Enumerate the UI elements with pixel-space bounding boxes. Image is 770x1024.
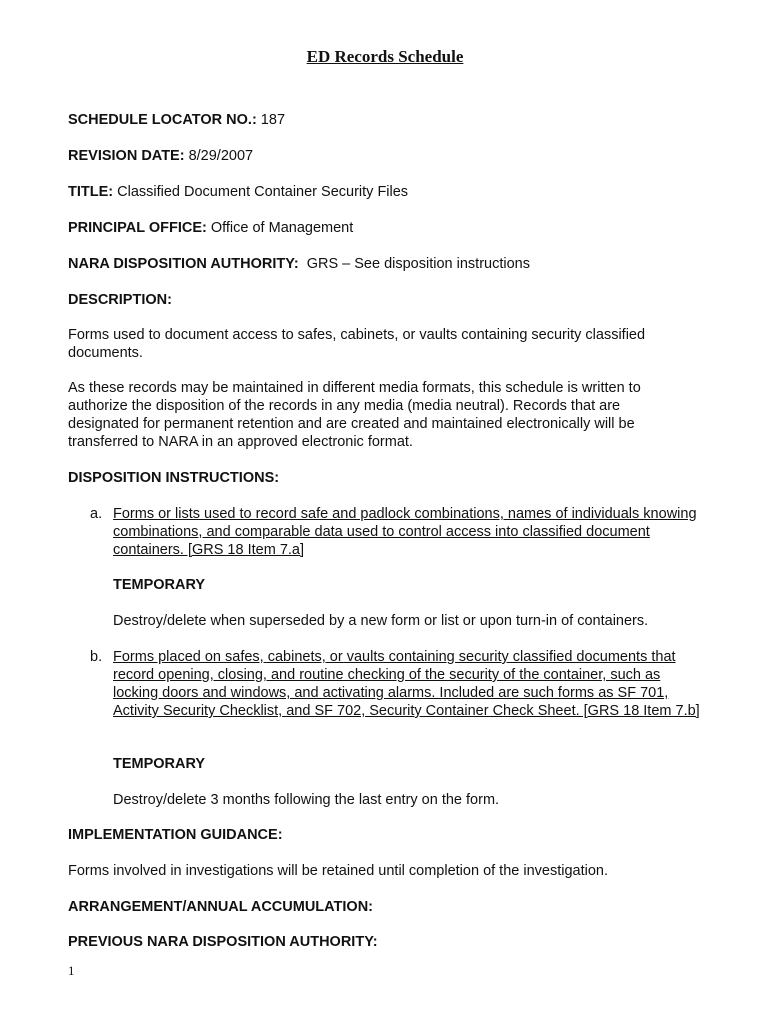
schedule-locator-value: 187 [256, 112, 286, 128]
principal-office-value: Office of Management [206, 220, 354, 236]
document-title: ED Records Schedule [306, 47, 464, 66]
principal-office-label: PRINCIPAL OFFICE: [68, 220, 207, 236]
description-heading: DESCRIPTION: [68, 292, 172, 308]
item-b-marker: b. [90, 649, 103, 665]
disposition-heading: DISPOSITION INSTRUCTIONS: [68, 470, 280, 486]
item-a-status: TEMPORARY [113, 577, 206, 593]
principal-office-field [68, 219, 353, 237]
nara-authority-field [68, 255, 530, 273]
revision-date-value: 8/29/2007 [184, 148, 254, 164]
item-a-description: Forms or lists used to record safe and padlock combinations, names of individuals knowing combinations, and comparable data used to control access into classified document containers. [GRS 18 Item 7.a] [113, 506, 697, 558]
item-a-instruction: Destroy/delete when superseded by a new form or list or upon turn-in of containers. [113, 613, 649, 629]
arrangement-heading: ARRANGEMENT/ANNUAL ACCUMULATION: [68, 899, 374, 915]
title-value: Classified Document Container Security Files [113, 184, 409, 200]
item-b-instruction: Destroy/delete 3 months following the last entry on the form. [113, 792, 500, 808]
description-paragraph-2: As these records may be maintained in different media formats, this schedule is written to authorize the disposition of the records in any media (media neutral). Records that are designated for permanent retention and are created and maintained electronically will be transferred to NARA in an approved electronic format. [68, 380, 641, 450]
nara-authority-label: NARA DISPOSITION AUTHORITY: [68, 256, 299, 272]
page-number: 1 [68, 963, 75, 978]
title-field [68, 183, 408, 201]
item-a-marker: a. [90, 506, 103, 522]
schedule-locator-field [68, 111, 285, 129]
revision-date-label: REVISION DATE: [68, 148, 185, 164]
implementation-text: Forms involved in investigations will be retained until completion of the investigation. [68, 863, 609, 879]
nara-authority-value: GRS – See disposition instructions [298, 256, 530, 272]
revision-date-field [68, 147, 253, 165]
item-b-status: TEMPORARY [113, 756, 206, 772]
item-b-description: Forms placed on safes, cabinets, or vaults containing security classified documents that record opening, closing, and routine checking of the security of the container, such as locking doors and windows, and activating alarms. Included are such forms as SF 701, Activity Security Checklist, and SF 702, Security Container Check Sheet. [GRS 18 Item 7.b] [113, 649, 700, 719]
implementation-heading: IMPLEMENTATION GUIDANCE: [68, 827, 283, 843]
schedule-locator-label: SCHEDULE LOCATOR NO.: [68, 112, 257, 128]
previous-authority-heading: PREVIOUS NARA DISPOSITION AUTHORITY: [68, 934, 378, 950]
title-label: TITLE: [68, 184, 114, 200]
description-paragraph-1: Forms used to document access to safes, cabinets, or vaults containing security classified documents. [68, 327, 646, 361]
